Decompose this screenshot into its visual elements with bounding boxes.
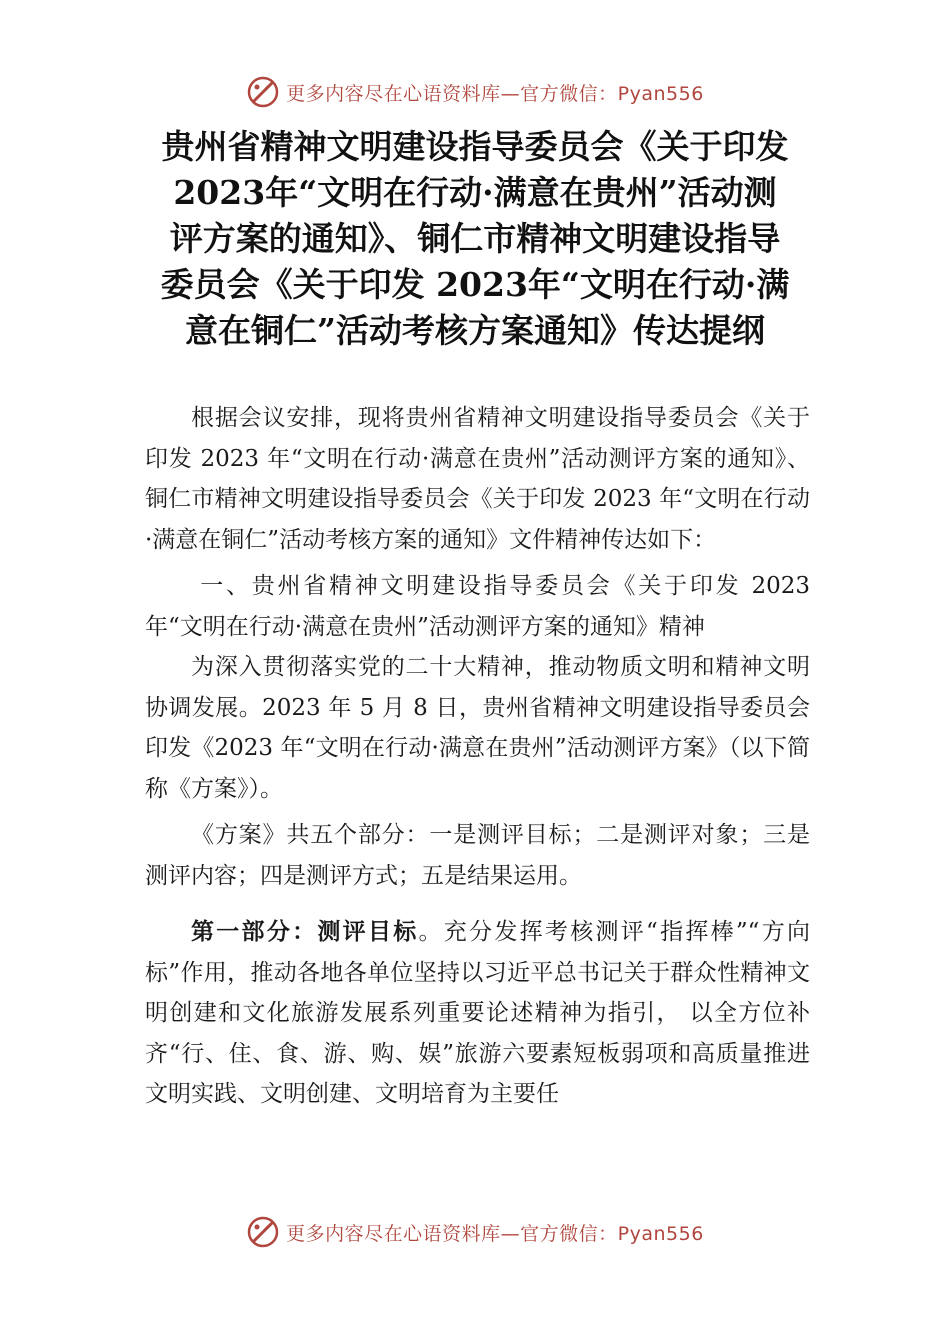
title-line: 意在铜仁”活动考核方案通知》传达提纲 xyxy=(185,311,765,350)
footer-watermark xyxy=(0,1212,950,1252)
watermark-text: 更多内容尽在心语资料库—官方微信：Pyan556 xyxy=(286,1222,704,1245)
section-one-paragraph: 为深入贯彻落实党的二十大精神，推动物质文明和精神文明协调发展。2023 年 5 月 8 日，贵州省精神文明建设指导委员会印发《2023 年“文明在行动·满意在贵州”活动测评方案》（以下简称《方案》）。 xyxy=(145,654,810,802)
document-body xyxy=(145,398,810,1115)
title-line: 评方案的通知》、铜仁市精神文明建设指导 xyxy=(169,219,781,258)
intro-paragraph: 根据会议安排，现将贵州省精神文明建设指导委员会《关于印发 2023 年“文明在行动·满意在贵州”活动测评方案的通知》、铜仁市精神文明建设指导委员会《关于印发 2023 年“文明在行动·满意在铜仁”活动考核方案的通知》文件精神传达如下： xyxy=(145,405,810,553)
title-line: 贵州省精神文明建设指导委员会《关于印发 xyxy=(161,127,789,166)
part-one-label: 第一部分：测评目标 xyxy=(191,919,419,945)
quill-logo-icon xyxy=(246,1215,280,1249)
part-one-text: 。充分发挥考核测评“指挥棒”“方向标”作用，推动各地各单位坚持以习近平总书记关于群众性精神文明创建和文化旅游发展系列重要论述精神为指引， 以全方位补齐“行、住、食、游、购、娱”旅游六要素短板弱项和高质量推进文明实践、文明创建、文明培育为主要任 xyxy=(145,919,811,1107)
header-watermark xyxy=(0,72,950,112)
watermark-text: 更多内容尽在心语资料库—官方微信：Pyan556 xyxy=(286,82,704,105)
title-line: 委员会《关于印发 2023年“文明在行动·满 xyxy=(160,265,790,304)
quill-logo-icon xyxy=(246,75,280,109)
parts-summary-paragraph: 《方案》共五个部分：一是测评目标；二是测评对象；三是测评内容；四是测评方式；五是结果运用。 xyxy=(145,822,810,889)
part-one-paragraph xyxy=(145,912,810,1115)
document-title xyxy=(140,124,810,354)
title-line: 2023年“文明在行动·满意在贵州”活动测 xyxy=(173,173,777,212)
section-one-heading: 一、贵州省精神文明建设指导委员会《关于印发 2023 年“文明在行动·满意在贵州”活动测评方案的通知》精神 xyxy=(145,573,810,640)
